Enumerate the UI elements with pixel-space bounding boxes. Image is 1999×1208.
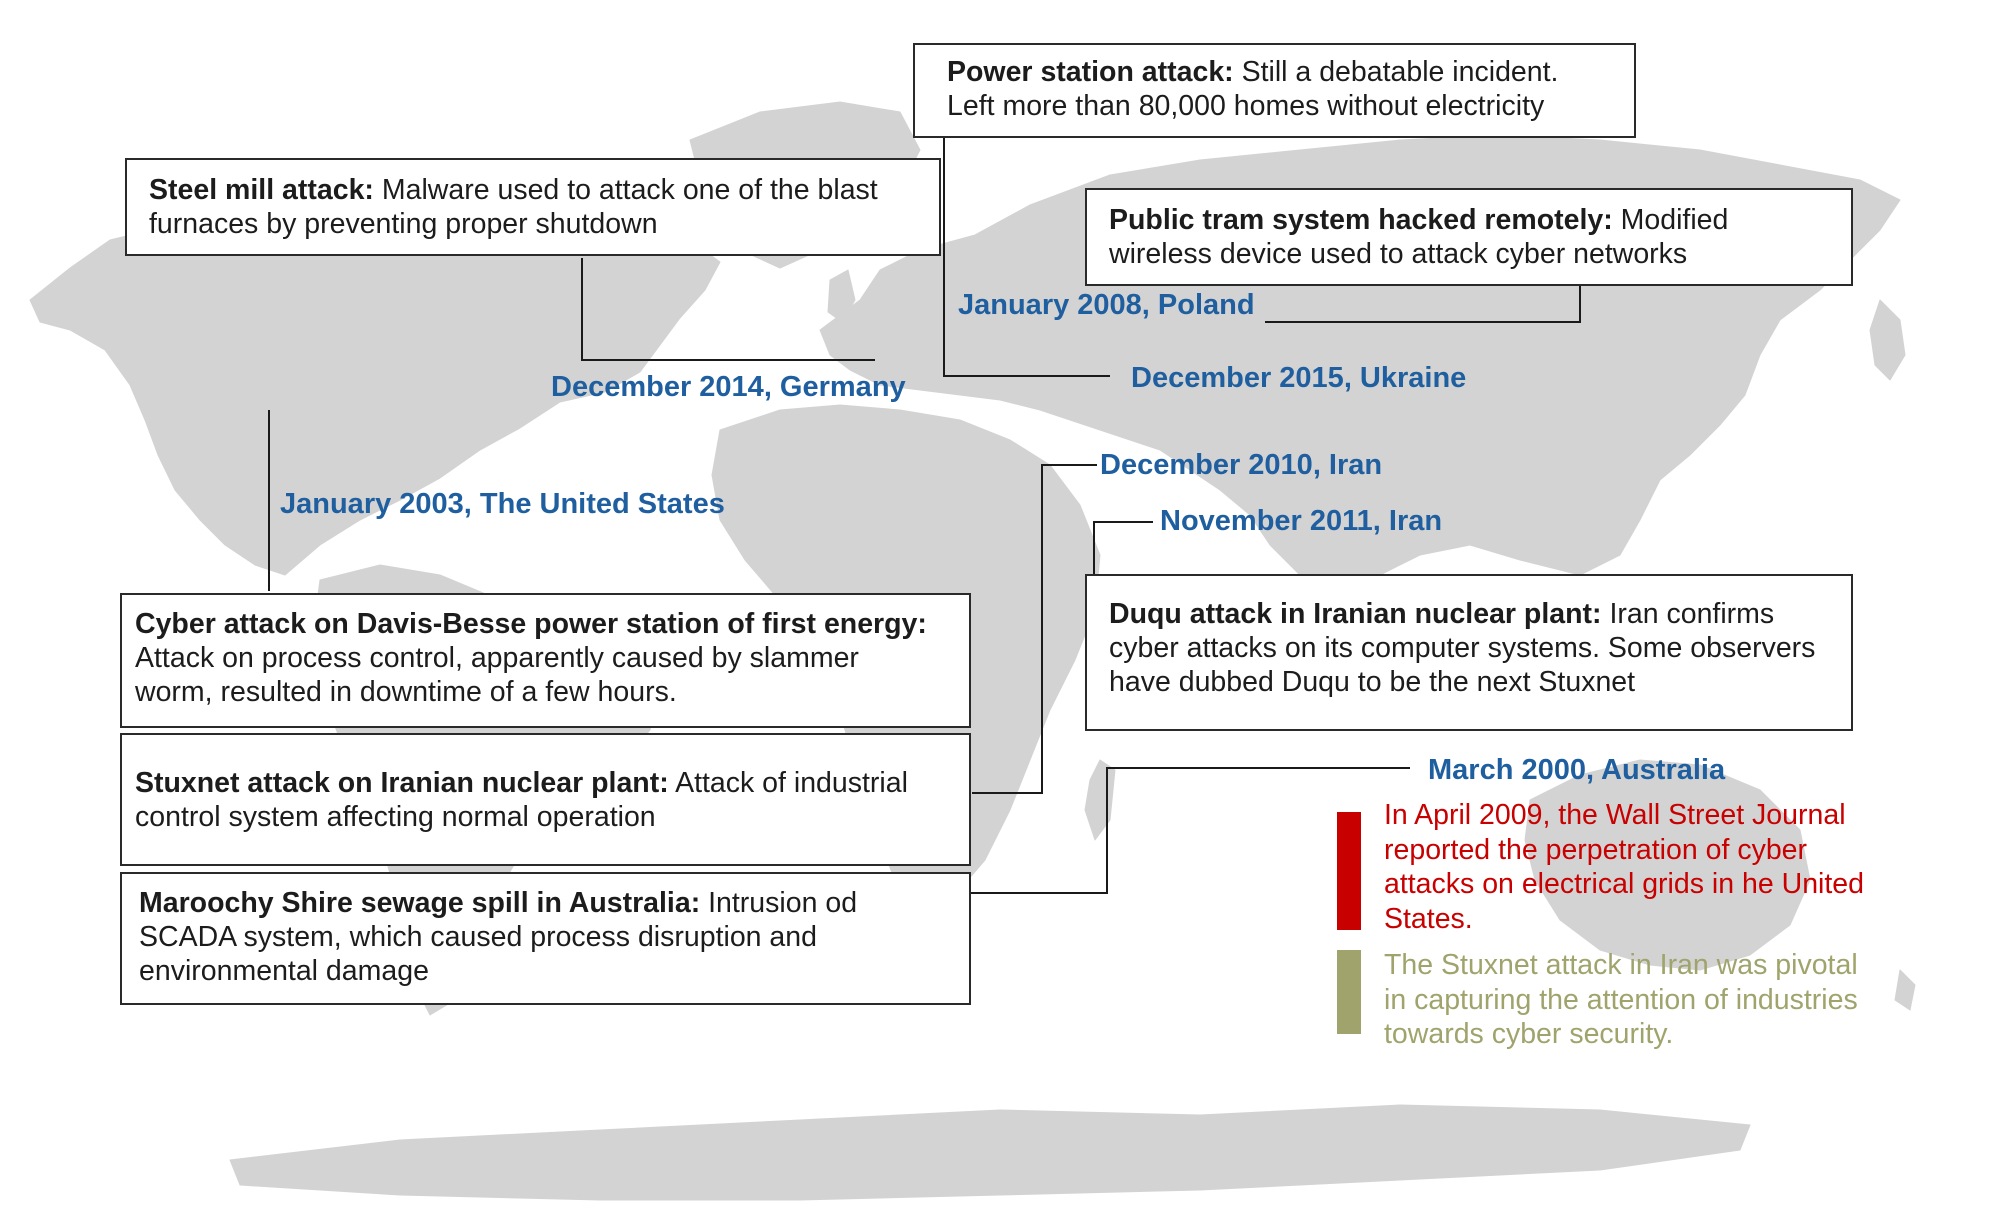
olive-note-line3: towards cyber security.	[1384, 1018, 1674, 1050]
red-note-line2: reported the perpetration of cyber	[1384, 833, 1808, 866]
maroochy-title: Maroochy Shire sewage spill in Australia:	[139, 887, 701, 919]
maroochy-text-line3: environmental damage	[139, 955, 429, 987]
power-station-text-line2: Left more than 80,000 homes without electricity	[947, 90, 1545, 122]
leader-line-stuxnet	[972, 465, 1097, 793]
red-note-line4: States.	[1384, 902, 1473, 935]
date-label-germany: December 2014, Germany	[551, 371, 906, 403]
duqu-title: Duqu attack in Iranian nuclear plant:	[1109, 598, 1602, 630]
maroochy-text-line2: SCADA system, which caused process disruption and	[139, 921, 817, 953]
power-station-attack-box	[913, 43, 1636, 138]
olive-note	[1384, 948, 1858, 1052]
date-label-iran-2010: December 2010, Iran	[1100, 449, 1383, 481]
tram-hack-box	[1085, 188, 1853, 286]
stuxnet-text-line1: Attack of industrial	[675, 767, 908, 799]
power-station-title: Power station attack:	[947, 56, 1234, 88]
stuxnet-text-line2: control system affecting normal operation	[135, 801, 656, 833]
power-station-text-line1: Still a debatable incident.	[1241, 56, 1559, 88]
duqu-text-line3: have dubbed Duqu to be the next Stuxnet	[1109, 666, 1636, 698]
tram-title: Public tram system hacked remotely:	[1109, 204, 1613, 236]
red-note	[1384, 798, 1864, 936]
steel-mill-text-line2: furnaces by preventing proper shutdown	[149, 208, 658, 240]
leader-line-tram	[1265, 286, 1580, 322]
red-note-line3: attacks on electrical grids in he United	[1384, 868, 1864, 900]
maroochy-text-line1: Intrusion od	[708, 887, 858, 919]
leader-line-steel-mill	[582, 258, 875, 360]
davis-besse-text-line1: Attack on process control, apparently caused by slammer	[135, 642, 859, 674]
duqu-attack-box	[1085, 574, 1853, 731]
duqu-text-line2: cyber attacks on its computer systems. Some observers	[1109, 632, 1816, 664]
date-label-australia: March 2000, Australia	[1428, 754, 1726, 786]
leader-line-duqu	[1094, 522, 1153, 574]
stuxnet-title: Stuxnet attack on Iranian nuclear plant:	[135, 767, 669, 799]
steel-mill-attack-box	[125, 158, 941, 256]
date-label-ukraine: December 2015, Ukraine	[1131, 362, 1467, 394]
davis-besse-title: Cyber attack on Davis-Besse power station of first energy:	[135, 608, 927, 640]
stuxnet-attack-box	[120, 733, 971, 866]
davis-besse-attack-box	[120, 593, 971, 728]
date-label-iran-2011: November 2011, Iran	[1160, 505, 1443, 537]
duqu-text-line1: Iran confirms	[1609, 598, 1775, 630]
red-note-line1: In April 2009, the Wall Street Journal	[1384, 799, 1846, 831]
olive-note-line2: in capturing the attention of industries	[1384, 983, 1858, 1016]
tram-text-line1: Modified	[1620, 204, 1729, 236]
olive-note-bar	[1337, 950, 1361, 1034]
steel-mill-title: Steel mill attack:	[149, 174, 374, 206]
date-label-united-states: January 2003, The United States	[280, 488, 725, 520]
steel-mill-text-line1: Malware used to attack one of the blast	[381, 174, 878, 206]
olive-note-line1: The Stuxnet attack in Iran was pivotal	[1384, 949, 1858, 981]
davis-besse-text-line2: worm, resulted in downtime of a few hours.	[135, 676, 677, 708]
maroochy-sewage-box	[120, 872, 971, 1005]
red-note-bar	[1337, 812, 1361, 930]
tram-text-line2: wireless device used to attack cyber networks	[1109, 238, 1688, 270]
date-label-poland: January 2008, Poland	[958, 289, 1255, 321]
